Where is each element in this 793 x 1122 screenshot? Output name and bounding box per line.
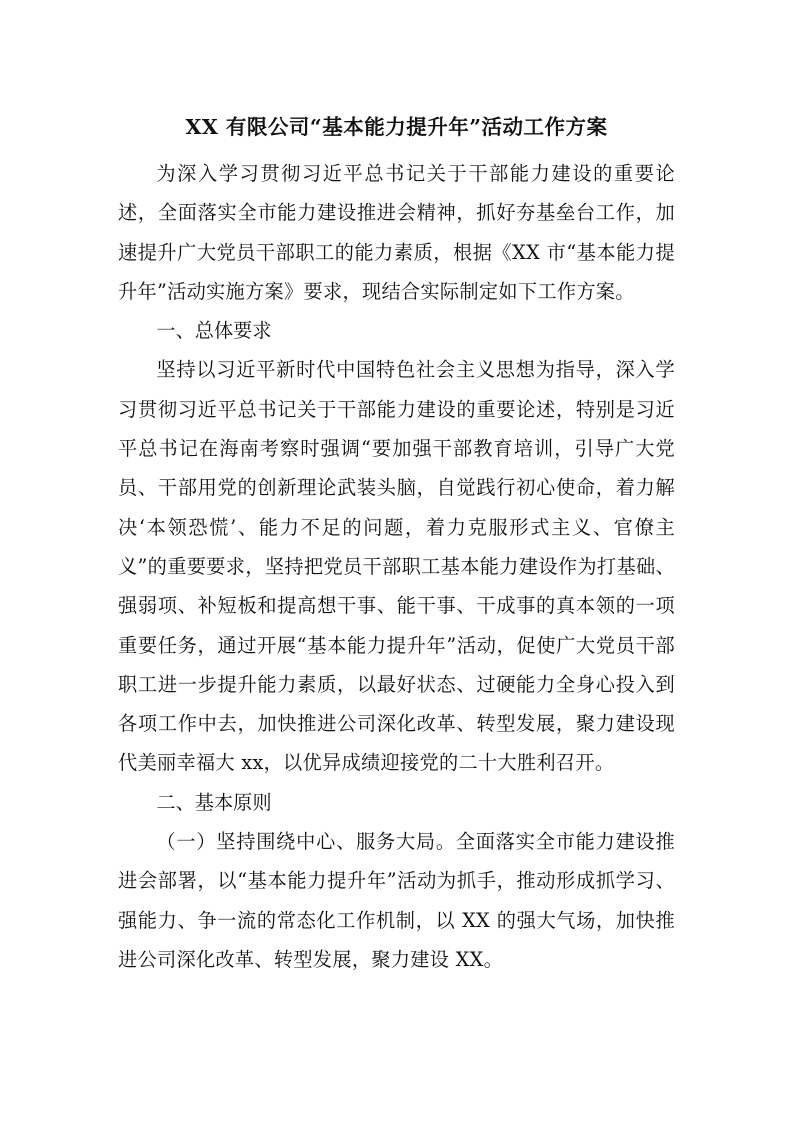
general-requirements-paragraph: 坚持以习近平新时代中国特色社会主义思想为指导，深入学习贯彻习近平总书记关于干部能力建设的重要论述，特别是习近平总书记在海南考察时强调“要加强干部教育培训，引导广大党员、干部用党的创新理论武装头脑，自觉践行初心使命，着力解决‘本领恐慌’、能力不足的问题，着力克服形式主义、官僚主义”的重要要求，坚持把党员干部职工基本能力建设作为打基础、强弱项、补短板和提高想干事、能干事、干成事的真本领的一项重要任务，通过开展“基本能力提升年”活动，促使广大党员干部职工进一步提升能力素质，以最好状态、过硬能力全身心投入到各项工作中去，加快推进公司深化改革、转型发展，聚力建设现代美丽幸福大 xx，以优异成绩迎接党的二十大胜利召开。 (118, 358, 675, 775)
document-title: XX 有限公司“基本能力提升年”活动工作方案 (185, 115, 608, 139)
section-heading-general-requirements: 一、总体要求 (156, 319, 272, 343)
basic-principles-item-1: （一）坚持围绕中心、服务大局。全面落实全市能力建设推进会部署，以“基本能力提升年”活动为抓手，推动形成抓学习、强能力、争一流的常态化工作机制，以 XX 的强大气场，加快推进公司深化改革、转型发展，聚力建设 XX。 (118, 830, 675, 971)
intro-paragraph: 为深入学习贯彻习近平总书记关于干部能力建设的重要论述，全面落实全市能力建设推进会精神，抓好夯基垒台工作，加速提升广大党员干部职工的能力素质，根据《XX 市“基本能力提升年”活动实施方案》要求，现结合实际制定如下工作方案。 (118, 162, 675, 303)
section-heading-basic-principles: 二、基本原则 (156, 790, 272, 814)
